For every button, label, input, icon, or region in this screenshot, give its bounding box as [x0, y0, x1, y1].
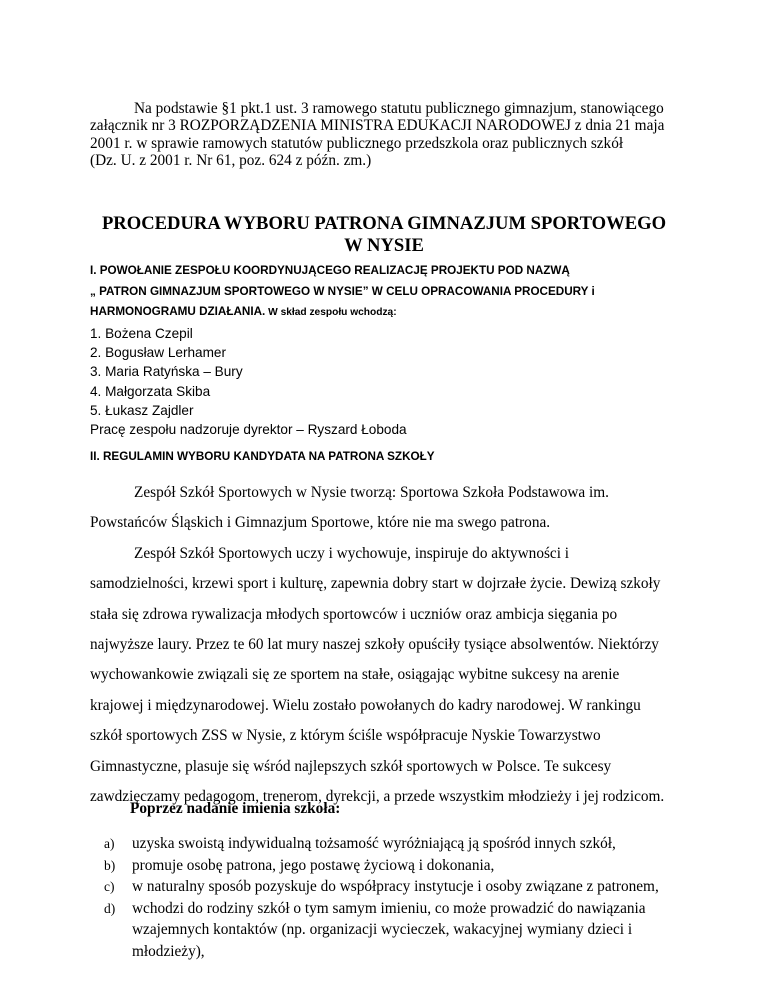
team-member: 2. Bogusław Lerhamer [90, 345, 227, 361]
list-marker: b) [104, 857, 116, 873]
list-item-text: wzajemnych kontaktów (np. organizacji wycieczek, wakacyjnej wymiany dzieci i [132, 921, 633, 938]
paragraph-line: wychowankowie związali się ze sportem na stałe, osiągając wybitne sukcesy na arenie [90, 666, 620, 684]
list-item [104, 898, 704, 963]
list-item-text: młodzieży), [132, 942, 205, 960]
list-item [104, 876, 704, 898]
paragraph-line: Zespół Szkół Sportowych w Nysie tworzą: Sportowa Szkoła Podstawowa im. [134, 484, 609, 501]
team-member: 5. Łukasz Zajdler [90, 402, 194, 418]
section-1-heading-line [90, 302, 690, 324]
list-marker: a) [104, 836, 115, 851]
paragraph-line: Zespół Szkół Sportowych uczy i wychowuje, inspiruje do aktywności i [134, 544, 570, 562]
legal-basis-paragraph [90, 100, 690, 170]
team-member: 3. Maria Ratyńska – Bury [90, 364, 243, 380]
paragraph-line: zawdzięczamy pedagogom, trenerom, dyrekcji, a przede wszystkim młodzieży i jej rodzicom. [90, 788, 665, 806]
team-member: 1. Bożena Czepil [90, 326, 193, 341]
list-item [104, 855, 704, 877]
list-item-text: uzyska swoistą indywidualną tożsamość wyróżniającą ją spośród innych szkół, [132, 835, 616, 852]
paragraph-line: stała się zdrowa rywalizacja młodych sportowców i uczniów oraz ambicja sięgania po [90, 605, 618, 623]
legal-basis-line: Na podstawie §1 pkt.1 ust. 3 ramowego statutu publicznego gimnazjum, stanowiącego [134, 100, 664, 117]
paragraph-line: samodzielności, krzewi sport i kulturę, zapewnia dobry start w dojrzałe życie. Dewizą szkoły [90, 575, 661, 593]
list-marker: c) [104, 879, 115, 894]
list-heading: Poprzez nadanie imienia szkoła: [130, 800, 341, 817]
team-member: 4. Małgorzata Skiba [90, 383, 211, 399]
title-line: PROCEDURA WYBORU PATRONA GIMNAZJUM SPORTOWEGO [101, 213, 667, 234]
paragraph-line: najwyższe laury. Przez te 60 lat mury naszej szkoły opuściły tysiące absolwentów. Niektórzy [90, 636, 659, 654]
section-2-paragraph [90, 478, 690, 812]
section-1-heading [90, 261, 690, 324]
team-composition-label: W skład zespołu wchodzą: [265, 307, 397, 318]
list-item-text: wchodzi do rodziny szkół o tym samym imieniu, co może prowadzić do nawiązania [132, 899, 646, 917]
paragraph-line: krajowej i międzynarodowej. Wielu zostało powołanych do kadry narodowej. W rankingu [90, 696, 641, 714]
legal-basis-line: (Dz. U. z 2001 r. Nr 61, poz. 624 z późn. zm.) [90, 152, 372, 170]
section-1-heading-line: „ PATRON GIMNAZJUM SPORTOWEGO W NYSIE” W CELU OPRACOWANIA PROCEDURY i [90, 284, 595, 298]
benefits-list [104, 833, 704, 962]
list-item-text: promuje osobę patrona, jego postawę życiową i dokonania, [132, 856, 495, 874]
section-1-heading-text: HARMONOGRAMU DZIAŁANIA. [90, 305, 266, 318]
legal-basis-line: 2001 r. w sprawie ramowych statutów publicznego przedszkola oraz publicznych szkół [90, 134, 624, 152]
team-members-list [90, 324, 690, 439]
paragraph-line: Gimnastyczne, plasuje się wśród najlepszych szkół sportowych w Polsce. Te sukcesy [90, 757, 612, 775]
title-line: W NYSIE [344, 235, 424, 256]
legal-basis-line: załącznik nr 3 ROZPORZĄDZENIA MINISTRA EDUKACJI NARODOWEJ z dnia 21 maja [90, 117, 665, 135]
section-1-heading-line: I. POWOŁANIE ZESPOŁU KOORDYNUJĄCEGO REALIZACJĘ PROJEKTU POD NAZWĄ [90, 264, 570, 277]
list-item-text: w naturalny sposób pozyskuje do współpracy instytucje i osoby związane z patronem, [132, 878, 659, 895]
team-supervisor: Pracę zespołu nadzoruje dyrektor – Ryszard Łoboda [90, 422, 407, 438]
list-marker: d) [104, 900, 116, 916]
paragraph-line: Powstańców Śląskich i Gimnazjum Sportowe, które nie ma swego patrona. [90, 514, 551, 532]
document-title [90, 213, 678, 257]
list-item [104, 833, 704, 855]
section-2-heading: II. REGULAMIN WYBORU KANDYDATA NA PATRONA SZKOŁY [90, 450, 435, 463]
paragraph-line: szkół sportowych ZSS w Nysie, z którym ściśle współpracuje Nyskie Towarzystwo [90, 727, 601, 745]
